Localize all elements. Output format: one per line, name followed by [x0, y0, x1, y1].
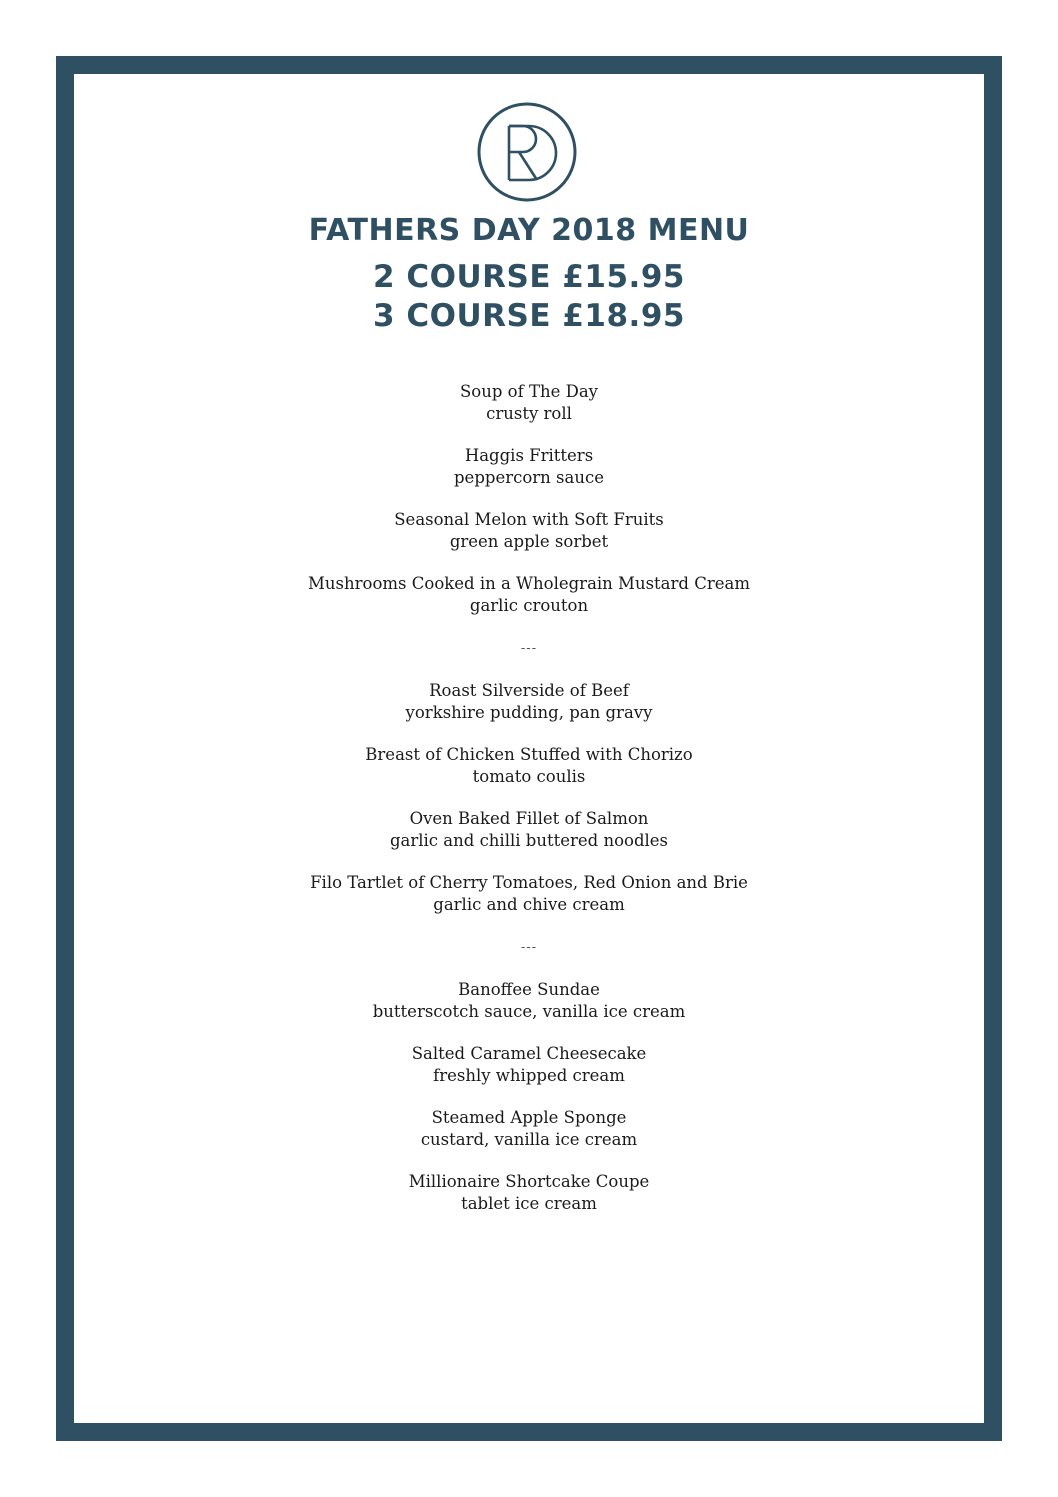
- dish-description: garlic crouton: [469, 595, 589, 615]
- dish-name: Breast of Chicken Stuffed with Chorizo: [365, 745, 693, 764]
- course-separator: ---: [520, 641, 538, 656]
- dish-description: crusty roll: [486, 403, 572, 423]
- dessert-item: [0, 979, 1058, 1022]
- restaurant-logo: [471, 96, 583, 208]
- starter-item: [0, 509, 1058, 552]
- main-item: [0, 808, 1058, 851]
- two-course-price: 2 COURSE £15.95: [373, 259, 685, 295]
- course-separator: ---: [520, 940, 538, 955]
- dessert-item: [0, 1171, 1058, 1214]
- starter-item: [0, 445, 1058, 488]
- dessert-item: [0, 1043, 1058, 1086]
- dish-name: Banoffee Sundae: [458, 980, 600, 999]
- starter-item: [0, 381, 1058, 424]
- dish-description: garlic and chilli buttered noodles: [389, 830, 669, 850]
- dish-name: Seasonal Melon with Soft Fruits: [394, 510, 664, 529]
- dish-name: Steamed Apple Sponge: [431, 1108, 627, 1127]
- dish-description: tomato coulis: [472, 766, 586, 786]
- dish-description: yorkshire pudding, pan gravy: [405, 702, 653, 722]
- dish-name: Mushrooms Cooked in a Wholegrain Mustard Cream: [308, 574, 750, 593]
- dessert-item: [0, 1107, 1058, 1150]
- dish-name: Salted Caramel Cheesecake: [411, 1044, 647, 1063]
- dish-description: freshly whipped cream: [433, 1065, 625, 1085]
- main-item: [0, 872, 1058, 915]
- dish-description: peppercorn sauce: [454, 467, 604, 487]
- dish-name: Roast Silverside of Beef: [429, 681, 629, 700]
- menu-title: FATHERS DAY 2018 MENU: [308, 213, 750, 248]
- main-item: [0, 744, 1058, 787]
- dish-name: Oven Baked Fillet of Salmon: [409, 809, 649, 828]
- three-course-price: 3 COURSE £18.95: [373, 298, 685, 334]
- dish-description: butterscotch sauce, vanilla ice cream: [372, 1001, 686, 1021]
- rd-monogram-icon: [471, 96, 583, 208]
- dish-description: garlic and chive cream: [433, 894, 625, 914]
- starter-item: [0, 573, 1058, 616]
- dish-description: tablet ice cream: [461, 1193, 597, 1213]
- dish-name: Filo Tartlet of Cherry Tomatoes, Red Onion and Brie: [310, 873, 748, 892]
- dish-name: Millionaire Shortcake Coupe: [408, 1172, 650, 1191]
- dish-name: Soup of The Day: [460, 382, 598, 401]
- main-item: [0, 680, 1058, 723]
- dish-name: Haggis Fritters: [464, 446, 594, 465]
- dish-description: green apple sorbet: [449, 531, 609, 551]
- dish-description: custard, vanilla ice cream: [420, 1129, 638, 1149]
